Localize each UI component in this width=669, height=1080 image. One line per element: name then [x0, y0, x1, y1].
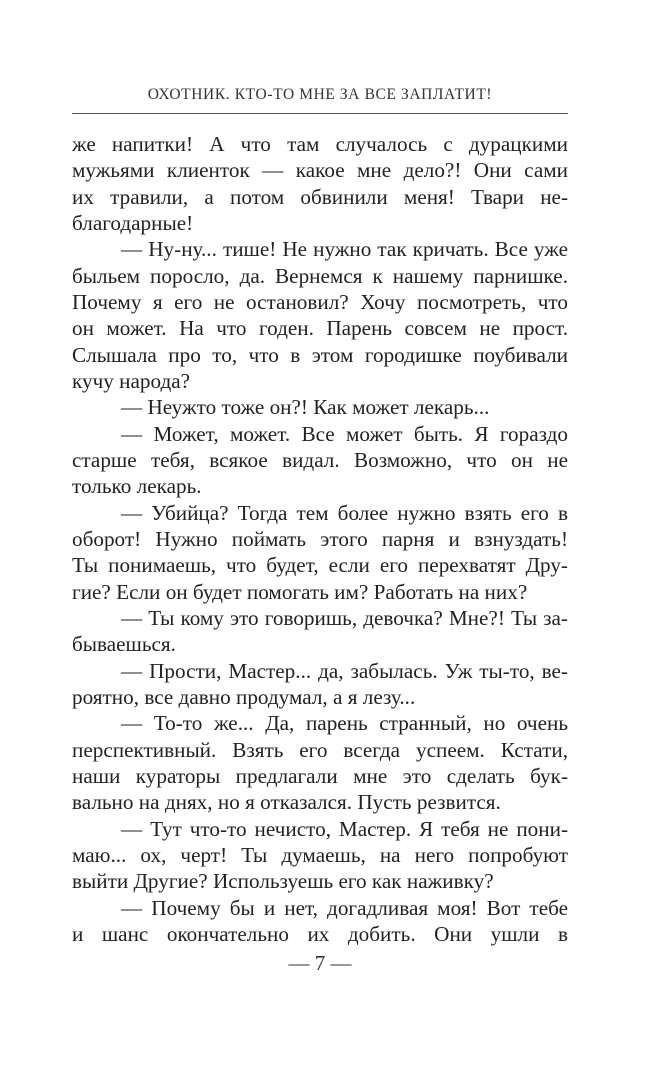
text-line: — Ну-ну... тише! Не нужно так кричать. Все уже [121, 237, 568, 262]
text-line: — То-то же... Да, парень странный, но очень [121, 711, 568, 736]
text-line: Слышала про то, что в этом городишке поубивали [72, 342, 568, 367]
text-line: благодарные! [72, 210, 194, 235]
text-line: — Может, может. Все может быть. Я гораздо [121, 421, 568, 446]
running-head: ОХОТНИК. КТО-ТО МНЕ ЗА ВСЕ ЗАПЛАТИТ! [147, 86, 493, 103]
text-line: и шанс окончательно их добить. Они ушли в [72, 921, 568, 946]
paragraph [72, 394, 568, 420]
paragraph [72, 236, 568, 394]
paragraph [72, 658, 568, 711]
text-line: — Неужто тоже он?! Как может лекарь... [121, 395, 490, 420]
paragraph [72, 710, 568, 815]
text-line: бываешься. [72, 632, 176, 657]
text-line: — Ты кому это говоришь, девочка? Мне?! Ты за- [121, 605, 568, 630]
text-line: — Почему бы и нет, догадливая моя! Вот тебе [121, 895, 568, 920]
text-line: мужьями клиенток — какое мне дело?! Они сами [72, 158, 568, 183]
text-line: — Прости, Мастер... да, забылась. Уж ты-то, ве- [121, 658, 568, 683]
paragraph [72, 895, 568, 948]
text-line: оборот! Нужно поймать этого парня и взнуздать! [72, 526, 568, 551]
text-line: старше тебя, всякое видал. Возможно, что он не [72, 447, 568, 472]
text-line: быльем поросло, да. Вернемся к нашему парнишке. [72, 263, 568, 288]
text-line: — Тут что-то нечисто, Мастер. Я тебя не пони- [121, 816, 568, 841]
text-line: только лекарь. [72, 474, 202, 499]
text-line: гие? Если он будет помогать им? Работать на них? [72, 579, 528, 604]
paragraph [72, 500, 568, 605]
paragraph [72, 605, 568, 658]
page-number: — 7 — [288, 951, 352, 975]
paragraph [72, 421, 568, 500]
text-line: вально на днях, но я отказался. Пусть резвится. [72, 790, 501, 815]
text-line: он может. На что годен. Парень совсем не прост. [72, 316, 568, 341]
text-line: их травили, а потом обвинили меня! Твари не- [72, 184, 568, 209]
paragraph [72, 816, 568, 895]
text-line: выйти Другие? Используешь его как наживку? [72, 869, 494, 894]
paragraph [72, 131, 568, 236]
text-line: перспективный. Взять его всегда успеем. Кстати, [72, 737, 568, 762]
text-line: наши кураторы предлагали мне это сделать бук- [72, 763, 568, 788]
text-line: Почему я его не остановил? Хочу посмотреть, что [72, 289, 568, 314]
body-text [72, 131, 568, 947]
text-line: же напитки! А что там случалось с дурацкими [72, 132, 568, 156]
text-line: роятно, все давно продумал, а я лезу... [72, 684, 416, 709]
header-divider [72, 113, 568, 114]
text-line: маю... ох, черт! Ты думаешь, на него попробуют [72, 842, 568, 867]
text-line: кучу народа? [72, 368, 191, 393]
text-line: Ты понимаешь, что будет, если его перехватят Дру- [72, 553, 568, 578]
text-line: — Убийца? Тогда тем более нужно взять его в [121, 500, 568, 525]
